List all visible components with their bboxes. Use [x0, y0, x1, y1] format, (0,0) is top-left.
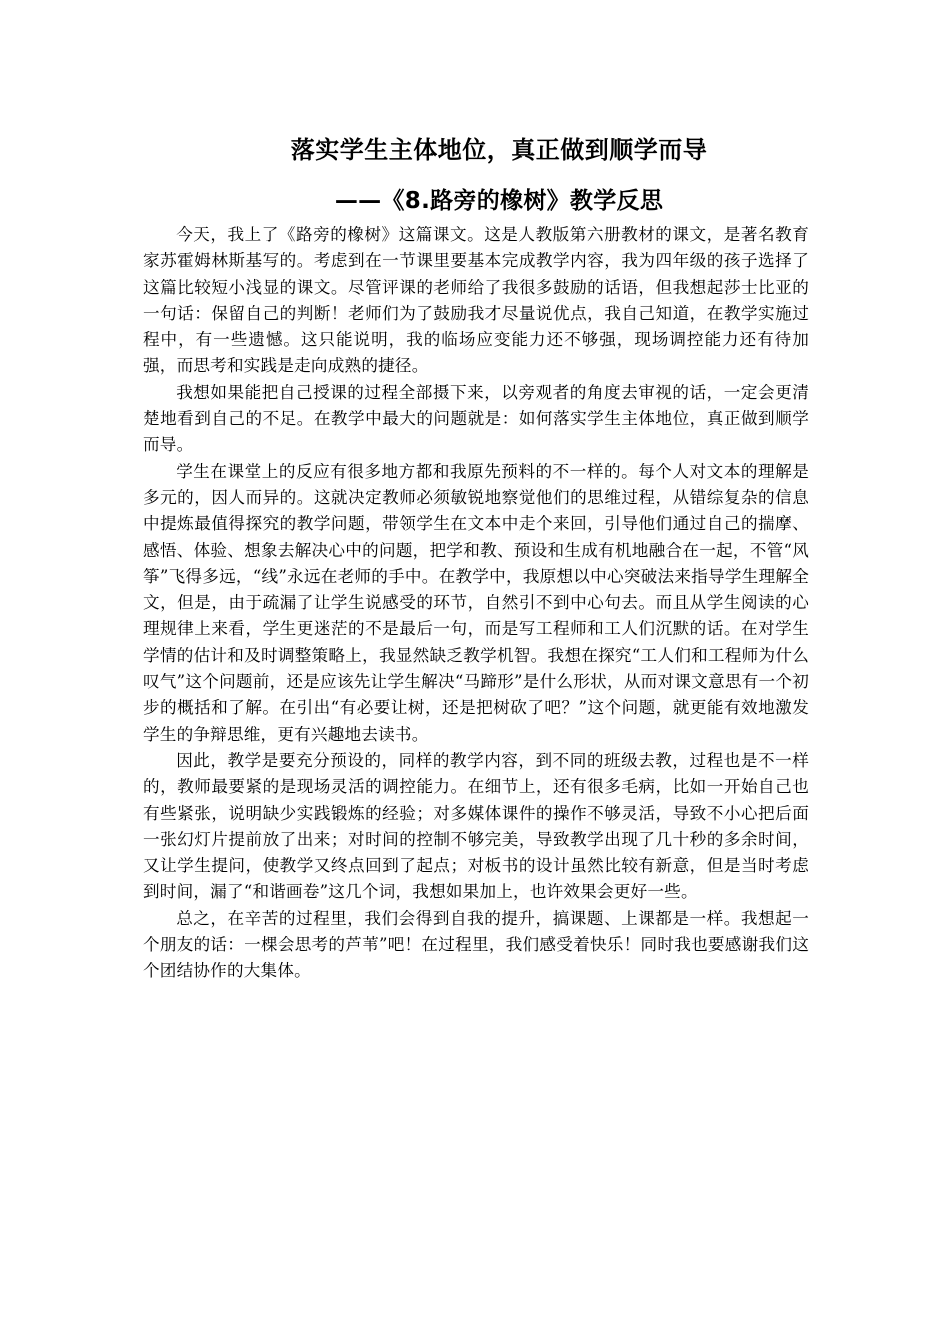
paragraph-1: 今天，我上了《路旁的橡树》这篇课文。这是人教版第六册教材的课文，是著名教育家苏霍姆林斯基写的。考虑到在一节课里要基本完成教学内容，我为四年级的孩子选择了这篇比较短小浅显的课文。尽管评课的老师给了我很多鼓励的话语，但我想起莎士比亚的一句话：保留自己的判断！老师们为了鼓励我才尽量说优点，我自己知道，在教学实施过程中，有一些遗憾。这只能说明，我的临场应变能力还不够强，现场调控能力还有待加强，而思考和实践是走向成熟的捷径。 — [143, 225, 809, 376]
paragraph-2: 我想如果能把自己授课的过程全部摄下来，以旁观者的角度去审视的话，一定会更清楚地看到自己的不足。在教学中最大的问题就是：如何落实学生主体地位，真正做到顺学而导。 — [143, 382, 809, 455]
paragraph-5: 总之，在辛苦的过程里，我们会得到自我的提升，搞课题、上课都是一样。我想起一个朋友的话：一棵会思考的芦苇”吧！在过程里，我们感受着快乐！同时我也要感谢我们这个团结协作的大集体。 — [143, 908, 809, 981]
document-body — [143, 222, 809, 985]
paragraph-4: 因此，教学是要充分预设的，同样的教学内容，到不同的班级去教，过程也是不一样的，教师最要紧的是现场灵活的调控能力。在细节上，还有很多毛病，比如一开始自己也有些紧张，说明缺少实践锻炼的经验；对多媒体课件的操作不够灵活，导致不小心把后面一张幻灯片提前放了出来；对时间的控制不够完美，导致教学出现了几十秒的多余时间，又让学生提问，使教学又终点回到了起点；对板书的设计虽然比较有新意，但是当时考虑到时间，漏了“和谐画卷”这几个词，我想如果加上，也许效果会更好一些。 — [143, 750, 809, 902]
document-title: 落实学生主体地位，真正做到顺学而导 — [290, 136, 708, 164]
document-subtitle: ——《8.路旁的橡树》教学反思 — [334, 188, 664, 214]
title-block — [143, 133, 807, 218]
paragraph-3: 学生在课堂上的反应有很多地方都和我原先预料的不一样的。每个人对文本的理解是多元的，因人而异的。这就决定教师必须敏锐地察觉他们的思维过程，从错综复杂的信息中提炼最值得探究的教学问题，带领学生在文本中走个来回，引导他们通过自己的揣摩、感悟、体验、想象去解决心中的问题，把学和教、预设和生成有机地融合在一起，不管“风筝”飞得多远，“线”永远在老师的手中。在教学中，我原想以中心突破法来指导学生理解全文，但是，由于疏漏了让学生说感受的环节，自然引不到中心句去。而且从学生阅读的心理规律上来看，学生更迷茫的不是最后一句，而是写工程师和工人们沉默的话。在对学生学情的估计和及时调整策略上，我显然缺乏教学机智。我想在探究“工人们和工程师为什么叹气”这个问题前，还是应该先让学生解决“马蹄形”是什么形状，从而对课文意思有一个初步的概括和了解。在引出“有必要让树，还是把树砍了吧？”这个问题，就更能有效地激发学生的争辩思维，更有兴趣地去读书。 — [143, 461, 809, 744]
